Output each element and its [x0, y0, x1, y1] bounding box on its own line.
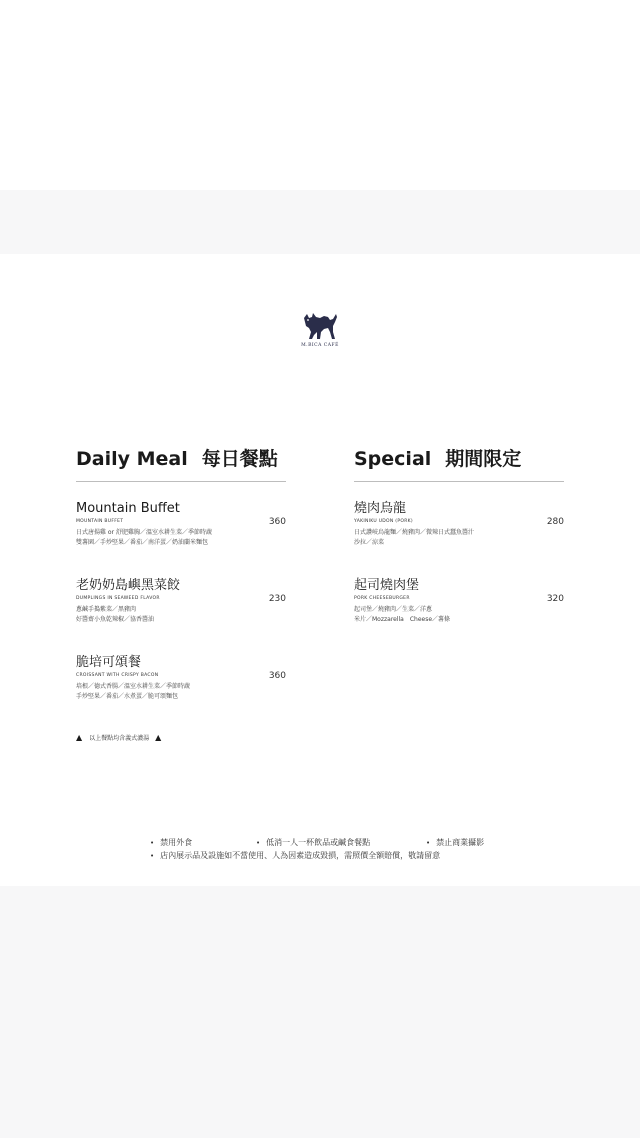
menu-item-name: Mountain Buffet [76, 501, 180, 516]
menu-item-name: 起司燒肉堡 [354, 578, 420, 593]
menu-item-description-line: 好醬齋小魚乾辣椒／協香醬油 [76, 616, 155, 623]
section-divider [76, 481, 286, 482]
menu-item-description [354, 605, 564, 625]
section-title [354, 444, 564, 474]
menu-item-description-line: 日式讚岐烏龍麵／燒豬肉／微辣日式蠶魚醬汁 [354, 529, 475, 536]
house-rule: • 禁止商業攝影 [426, 836, 484, 850]
section-title [76, 444, 286, 474]
menu-item-description-line: 起司堡／燒豬肉／生菜／洋蔥 [354, 606, 433, 613]
menu-item [354, 578, 564, 625]
section-title-zh: 期間限定 [445, 448, 522, 470]
menu-item-subtitle: DUMPLINGS IN SEAWEED FLAVOR [76, 596, 160, 601]
menu-item-subtitle: CROISSANT WITH CRISPY BACON [76, 673, 159, 678]
menu-item-subtitle: PORK CHEESEBURGER [354, 596, 410, 601]
house-rule: • 店內展示品及設施如不當使用、人為因素造成毀損，需照價全額賠償，敬請留意 [150, 849, 440, 863]
menu-item-description-line: 米片／Mozzarella Cheese／薯條 [354, 616, 451, 623]
house-rule: • 禁用外食 [150, 836, 192, 850]
menu-item-description-line: 日式唐揚雞 or 舒肥雞胸／溫室水耕生菜／季節時蔬 [76, 529, 212, 536]
house-rules-row [150, 849, 510, 862]
menu-item-description-line: 培根／德式香腸／溫室水耕生菜／季節時蔬 [76, 683, 191, 690]
menu-item [76, 655, 286, 702]
soup-note [76, 733, 161, 742]
menu-item-description-line: 蔥鹹手搗紫菜／黑豬肉 [76, 606, 137, 613]
menu-item [76, 578, 286, 625]
menu-item-description-line: 手炒堅果／番茄／水煮蛋／脆可頌麵包 [76, 693, 179, 700]
triangle-icon: ▲ [155, 733, 162, 742]
menu-item-subtitle: MOUNTAIN BUFFET [76, 519, 124, 524]
menu-item [354, 501, 564, 548]
bottom-grey-band [0, 886, 640, 1138]
menu-item-name: 燒肉烏龍 [354, 501, 407, 516]
top-blank-area [0, 0, 640, 190]
menu-item-price: 360 [268, 517, 286, 527]
logo-text: M.BICA CAFÉ [301, 343, 339, 348]
section-divider [354, 481, 564, 482]
menu-item-description-line: 沙拉／涼菜 [354, 539, 385, 546]
menu-item-description [76, 682, 286, 702]
menu-item-description-line: 雙薯園／手炒堅果／番茄／南洋蛋／奶油蘭米麵包 [76, 539, 209, 546]
menu-item-name: 老奶奶島嶼黑菜餃 [76, 578, 181, 593]
menu-item-price: 360 [268, 671, 286, 681]
triangle-icon: ▲ [76, 733, 83, 742]
menu-item-name: 脆培可頌餐 [76, 655, 142, 670]
menu-item-description [76, 528, 286, 548]
section-title-zh: 每日餐點 [201, 448, 278, 470]
menu-item-price: 280 [546, 517, 564, 527]
house-rules [150, 836, 510, 862]
menu-item-price: 230 [268, 594, 286, 604]
daily-meal-column [76, 444, 286, 700]
house-rules-row [150, 836, 510, 849]
section-title-en: Daily Meal [76, 448, 188, 470]
cat-icon [300, 310, 340, 342]
note-text: 以上餐點均含義式濃湯 [89, 735, 150, 742]
menu-item-subtitle: YAKINIKU UDON (PORK) [354, 519, 413, 524]
top-grey-band [0, 190, 640, 254]
house-rule: • 低消一人一杯飲品或鹹食餐點 [256, 836, 370, 850]
menu-item-description [354, 528, 564, 548]
menu-item-price: 320 [546, 594, 564, 604]
special-column [354, 444, 564, 623]
menu-item [76, 501, 286, 548]
menu-item-description [76, 605, 286, 625]
section-title-en: Special [354, 448, 432, 470]
cafe-logo [296, 310, 344, 356]
